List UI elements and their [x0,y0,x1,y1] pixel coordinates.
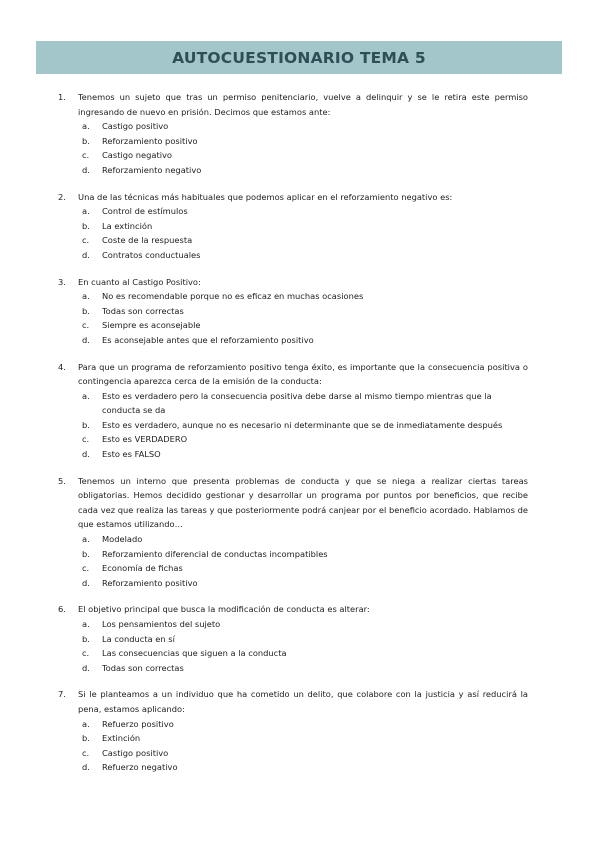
option-letter: d. [82,249,90,260]
question-item [58,602,528,675]
answer-options [58,289,528,347]
option-letter: a. [82,206,90,217]
question-text: Para que un programa de reforzamiento positivo tenga éxito, es importante que la consecuencia positiva o contingencia aparezca cerca de la emisión de la conducta: [78,361,528,387]
answer-option [58,204,528,219]
option-letter: b. [82,733,90,744]
question-stem [58,687,528,716]
answer-option [58,632,528,647]
option-text: Esto es FALSO [102,449,161,460]
question-number: 5. [58,475,66,486]
question-item [58,474,528,591]
answer-option [58,148,528,163]
answer-options [58,532,528,590]
question-item [58,360,528,462]
option-text: Reforzamiento diferencial de conductas incompatibles [102,548,328,559]
question-item [58,190,528,263]
answer-options [58,119,528,177]
answer-option [58,248,528,263]
option-letter: c. [82,320,90,331]
option-letter: c. [82,150,90,161]
option-letter: a. [82,534,90,545]
option-text: La extinción [102,220,153,231]
option-letter: d. [82,164,90,175]
option-text: Reforzamiento positivo [102,135,198,146]
answer-option [58,760,528,775]
option-letter: c. [82,747,90,758]
answer-option [58,447,528,462]
option-text: Refuerzo positivo [102,718,174,729]
question-item [58,275,528,348]
option-letter: d. [82,577,90,588]
option-letter: c. [82,434,90,445]
answer-option [58,119,528,134]
option-letter: a. [82,718,90,729]
option-letter: b. [82,305,90,316]
option-text: Es aconsejable antes que el reforzamiento positivo [102,334,314,345]
page-title: AUTOCUESTIONARIO TEMA 5 [172,48,426,67]
option-text: Castigo positivo [102,121,169,132]
question-stem [58,360,528,389]
question-number: 3. [58,276,66,287]
option-text: Todas son correctas [102,305,184,316]
option-text: Esto es verdadero, aunque no es necesario ni determinante que se de inmediatamente después [102,419,503,430]
option-letter: a. [82,291,90,302]
option-text: No es recomendable porque no es eficaz en muchas ocasiones [102,291,364,302]
question-number: 4. [58,361,66,372]
option-text: Las consecuencias que siguen a la conducta [102,648,287,659]
option-text: Contratos conductuales [102,249,201,260]
question-list [58,90,528,787]
question-text: Si le planteamos a un individuo que ha cometido un delito, que colabore con la justicia y así reducirá la pena, estamos aplicando: [78,689,528,714]
option-letter: d. [82,662,90,673]
question-text: Tenemos un sujeto que tras un permiso penitenciario, vuelve a delinquir y se le retira este permiso ingresando de nuevo en prisión. Decimos que estamos ante: [78,92,528,117]
option-text: Esto es verdadero pero la consecuencia positiva debe darse al mismo tiempo mientras que la conducta se da [102,390,492,416]
option-letter: d. [82,334,90,345]
option-text: Control de estímulos [102,206,188,217]
answer-option [58,646,528,661]
answer-options [58,717,528,775]
option-text: Coste de la respuesta [102,235,193,246]
option-letter: a. [82,121,90,132]
option-text: Castigo negativo [102,150,172,161]
answer-option [58,134,528,149]
option-letter: c. [82,648,90,659]
option-letter: a. [82,390,90,401]
option-text: La conducta en sí [102,633,175,644]
answer-options [58,617,528,675]
option-letter: c. [82,563,90,574]
question-text: El objetivo principal que busca la modificación de conducta es alterar: [78,604,370,615]
option-letter: b. [82,633,90,644]
answer-option [58,219,528,234]
answer-option [58,731,528,746]
answer-option [58,576,528,591]
option-letter: b. [82,548,90,559]
answer-options [58,204,528,262]
question-text: En cuanto al Castigo Positivo: [78,276,201,287]
option-text: Castigo positivo [102,747,169,758]
question-stem [58,474,528,532]
option-text: Todas son correctas [102,662,184,673]
option-text: Extinción [102,733,141,744]
question-text: Tenemos un interno que presenta problemas de conducta y que se niega a realizar ciertas tareas obligatorias. Hemos decidido gestionar y desarrollar un programa por puntos por beneficios, que recibe cada vez que realiza las tareas y que posteriormente podrá canjear por el beneficio acordado. Hablamos de que estamos utilizando… [78,475,528,530]
answer-option [58,418,528,433]
answer-option [58,661,528,676]
option-letter: d. [82,449,90,460]
question-number: 1. [58,92,66,102]
answer-option [58,389,528,418]
answer-option [58,561,528,576]
answer-option [58,233,528,248]
option-text: Reforzamiento negativo [102,164,202,175]
option-text: Los pensamientos del sujeto [102,619,221,629]
answer-option [58,617,528,632]
answer-options [58,389,528,462]
option-text: Refuerzo negativo [102,762,178,773]
question-text: Una de las técnicas más habituales que podemos aplicar en el reforzamiento negativo es: [78,191,453,202]
option-letter: c. [82,235,90,246]
question-stem [58,275,528,290]
question-item [58,90,528,178]
option-text: Siempre es aconsejable [102,320,201,331]
question-stem [58,190,528,205]
answer-option [58,304,528,319]
answer-option [58,746,528,761]
question-stem [58,90,528,119]
option-letter: b. [82,220,90,231]
title-banner [36,41,562,74]
option-letter: b. [82,419,90,430]
answer-option [58,163,528,178]
answer-option [58,717,528,732]
question-number: 2. [58,191,66,202]
question-number: 7. [58,689,66,700]
question-number: 6. [58,604,66,615]
answer-option [58,547,528,562]
option-letter: d. [82,762,90,773]
option-letter: b. [82,135,90,146]
answer-option [58,432,528,447]
answer-option [58,289,528,304]
option-text: Economía de fichas [102,563,183,574]
option-text: Esto es VERDADERO [102,434,188,445]
option-text: Reforzamiento positivo [102,577,198,588]
answer-option [58,333,528,348]
option-text: Modelado [102,534,143,545]
option-letter: a. [82,619,90,629]
answer-option [58,318,528,333]
answer-option [58,532,528,547]
question-item [58,687,528,775]
question-stem [58,602,528,617]
